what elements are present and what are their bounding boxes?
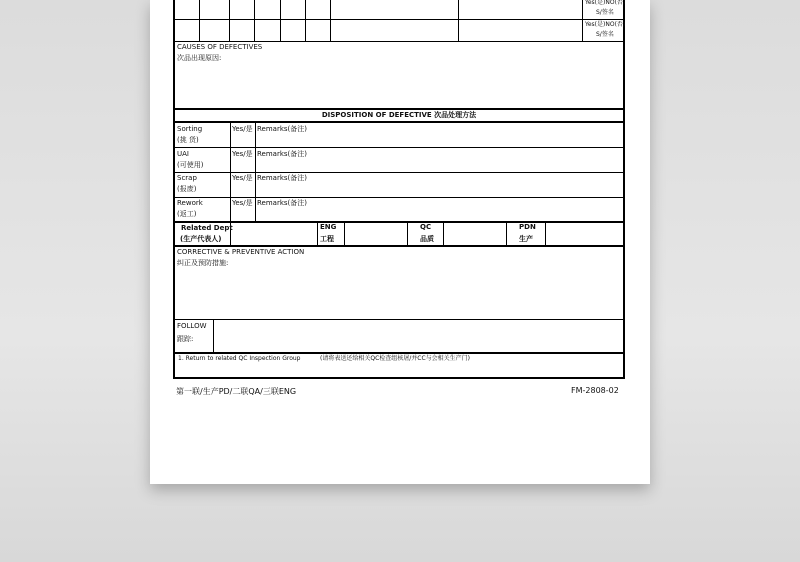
corrective-title: CORRECTIVE & PREVENTIVE ACTION <box>177 248 305 256</box>
disposition-label-cn: (可使用) <box>177 161 204 169</box>
rule <box>175 221 623 223</box>
rule <box>175 319 623 320</box>
sign-label: S/签名 <box>596 31 614 38</box>
corrective-subtitle: 纠正及预防措施: <box>177 259 229 267</box>
sign-label: S/签名 <box>596 9 614 16</box>
rule <box>458 0 459 41</box>
form-number: FM-2808-02 <box>571 386 619 395</box>
rule <box>506 222 507 245</box>
return-note: 1. Return to related QC Inspection Group <box>178 355 301 362</box>
disposition-label: UAI <box>177 150 189 158</box>
remarks-field[interactable]: Remarks(备注) <box>257 174 308 182</box>
form-paper <box>150 0 650 484</box>
rule <box>175 245 623 247</box>
disposition-label-cn: (返工) <box>177 210 197 218</box>
eng-label-cn: 工程 <box>320 235 334 243</box>
causes-subtitle: 次品出现原因: <box>177 54 222 62</box>
rule <box>199 0 200 41</box>
rule <box>344 222 345 245</box>
rule <box>175 108 623 110</box>
disposition-label-cn: (挑 货) <box>177 136 199 144</box>
follow-subtitle: 跟踪: <box>177 335 194 343</box>
form-frame <box>173 0 625 379</box>
rule <box>545 222 546 245</box>
rule <box>407 222 408 245</box>
return-note-cn: (请将表送还给相关QC检查组核屠/并CC与会相关生产门) <box>320 355 470 362</box>
follow-title: FOLLOW <box>177 322 207 330</box>
disposition-label: Sorting <box>177 125 203 133</box>
disposition-label-cn: (报废) <box>177 185 197 193</box>
remarks-field[interactable]: Remarks(备注) <box>257 125 308 133</box>
status-option: Yes(是)NO(否) <box>585 21 626 28</box>
pdn-label: PDN <box>519 223 536 231</box>
related-dept-label-cn: (生产代表人) <box>180 235 222 243</box>
rule <box>175 352 623 354</box>
rule <box>317 222 318 245</box>
rule <box>175 121 623 123</box>
rule <box>330 0 331 41</box>
status-option: Yes(是)NO(否) <box>585 0 626 6</box>
rule <box>229 0 230 41</box>
yes-checkbox[interactable]: Yes/是 <box>232 174 253 182</box>
copy-distribution: 第一联/生产PD/二联QA/三联ENG <box>176 387 297 396</box>
yes-checkbox[interactable]: Yes/是 <box>232 125 253 133</box>
rule <box>254 0 255 41</box>
qc-label: QC <box>420 223 432 231</box>
rule <box>175 172 623 173</box>
rule <box>305 0 306 41</box>
eng-label: ENG <box>320 223 337 231</box>
rule <box>175 41 623 42</box>
disposition-label: Rework <box>177 199 203 207</box>
related-dept-label: Related Dept <box>181 224 233 232</box>
disposition-label: Scrap <box>177 174 197 182</box>
rule <box>175 19 623 20</box>
disposition-title: DISPOSITION OF DEFECTIVE 次品处理方法 <box>321 111 477 119</box>
rule <box>175 197 623 198</box>
rule <box>175 147 623 148</box>
yes-checkbox[interactable]: Yes/是 <box>232 150 253 158</box>
rule <box>582 0 583 41</box>
rule <box>443 222 444 245</box>
rule <box>280 0 281 41</box>
rule <box>213 320 214 352</box>
remarks-field[interactable]: Remarks(备注) <box>257 199 308 207</box>
yes-checkbox[interactable]: Yes/是 <box>232 199 253 207</box>
pdn-label-cn: 生产 <box>519 235 533 243</box>
causes-title: CAUSES OF DEFECTIVES <box>177 43 263 51</box>
qc-label-cn: 品质 <box>420 235 434 243</box>
remarks-field[interactable]: Remarks(备注) <box>257 150 308 158</box>
